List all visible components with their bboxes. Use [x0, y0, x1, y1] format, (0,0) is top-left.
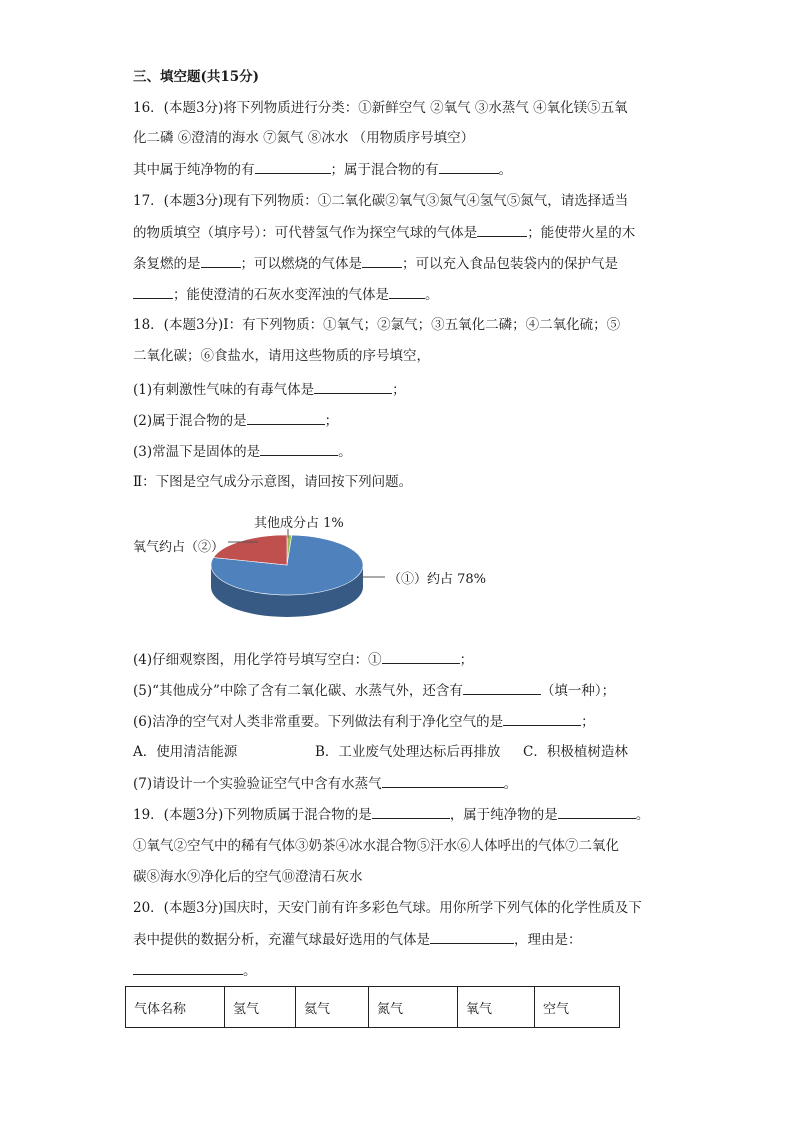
q16-text-c: 。: [498, 162, 512, 178]
answer-blank[interactable]: [439, 159, 499, 174]
q17-line3: [133, 253, 618, 274]
q18-part2: Ⅱ：下图是空气成分示意图，请回按下列问题。: [133, 474, 413, 490]
q18-sub7-end: 。: [503, 776, 518, 792]
q18-sub5: [133, 680, 615, 701]
q20-line2: [133, 929, 582, 950]
q16-line2: 化二磷 ⑥澄清的海水 ⑦氮气 ⑧冰水 （用物质序号填空）: [133, 130, 475, 146]
q17-text-e: ；可以充入食品包装袋内的保护气是: [402, 256, 618, 272]
q19-line1: [133, 804, 649, 825]
q18-period: 。: [338, 444, 352, 460]
q19-text-c: 。: [635, 807, 650, 823]
q18-sub2-text: (2)属于混合物的是: [133, 413, 247, 429]
q18-sub3: [133, 441, 352, 462]
q17-text-b: ；能使带火星的木: [527, 225, 636, 241]
q20-line3: [133, 960, 257, 981]
q18-sub7-text: (7)请设计一个实验验证空气中含有水蒸气: [133, 776, 382, 792]
answer-blank[interactable]: [477, 222, 527, 237]
table-header-cell: 空气: [535, 987, 620, 1028]
q20-text-a: 表中提供的数据分析，充灌气球最好选用的气体是: [133, 932, 430, 948]
answer-blank[interactable]: [430, 929, 514, 944]
answer-blank[interactable]: [260, 441, 338, 456]
q18-sub6-text: (6)洁净的空气对人类非常重要。下列做法有利于净化空气的是: [133, 714, 504, 730]
q19-text-a: 19．(本题3分)下列物质属于混合物的是: [133, 807, 372, 823]
table-header-cell: 氦气: [296, 987, 369, 1028]
q18-sub6: [133, 711, 595, 732]
q18-sub3-text: (3)常温下是固体的是: [133, 444, 261, 460]
q17-line1: 17．(本题3分)现有下列物质：①二氧化碳②氧气③氮气④氢气⑤氮气，请选择适当: [133, 193, 629, 209]
table-row: [126, 987, 620, 1028]
q17-text-g: 。: [425, 287, 439, 303]
q18-sub1-text: (1)有刺激性气味的有毒气体是: [133, 382, 315, 398]
q18-semicolon: ；: [459, 652, 474, 668]
q18-sub5-hint: （填一种）；: [540, 683, 616, 699]
answer-blank[interactable]: [382, 773, 504, 788]
answer-blank[interactable]: [389, 284, 425, 299]
q18-sub2: [133, 410, 338, 431]
q19-text-b: ，属于纯净物的是: [449, 807, 558, 823]
q17-line2: [133, 222, 635, 243]
answer-blank[interactable]: [247, 410, 325, 425]
q19-line2: ①氧气②空气中的稀有气体③奶茶④冰水混合物⑤汗水⑥人体呼出的气体⑦二氧化: [133, 838, 619, 854]
section-title: 三、填空题(共15分): [133, 69, 260, 85]
q16-text-b: ；属于混合物的有: [330, 162, 439, 178]
q20-text-b: ，理由是：: [514, 932, 582, 948]
q18-sub1: [133, 379, 406, 400]
answer-blank[interactable]: [201, 253, 241, 268]
answer-blank[interactable]: [463, 680, 541, 695]
q17-text-d: ；可以燃烧的气体是: [240, 256, 362, 272]
slice-label-nitrogen: （①）约占 78%: [388, 572, 487, 587]
q17-line4: [133, 284, 439, 305]
option-c: C．积极植树造林: [523, 744, 628, 760]
q20-line1: 20．(本题3分)国庆时，天安门前有许多彩色气球。用你所学下列气体的化学性质及下: [133, 900, 642, 916]
answer-blank[interactable]: [382, 649, 460, 664]
table-header-cell: 氧气: [458, 987, 535, 1028]
q16-line3: [133, 159, 512, 180]
table-header-cell: 氢气: [225, 987, 296, 1028]
answer-blank[interactable]: [372, 804, 450, 819]
slice-label-oxygen: 氧气约占（②）: [133, 540, 225, 555]
q18-sub4-text: (4)仔细观察图，用化学符号填写空白：①: [133, 652, 382, 668]
q18-sub4: [133, 649, 473, 670]
q18-semicolon: ；: [324, 413, 339, 429]
answer-blank[interactable]: [558, 804, 636, 819]
q19-line3: 碳⑧海水⑨净化后的空气⑩澄清石灰水: [133, 869, 363, 885]
slice-label-other: 其他成分占 1%: [254, 516, 344, 531]
q18-options: [133, 742, 628, 762]
q20-end: 。: [243, 963, 257, 979]
q16-text-a: 其中属于纯净物的有: [133, 162, 255, 178]
q17-text-f: ；能使澄清的石灰水变浑浊的气体是: [173, 287, 389, 303]
q18-line2: 二氧化碳；⑥食盐水，请用这些物质的序号填空，: [133, 348, 430, 364]
q16-line1: 16．(本题3分)将下列物质进行分类：①新鲜空气 ②氧气 ③水蒸气 ④氧化镁⑤五氧: [133, 100, 628, 116]
q18-line1: 18．(本题3分)Ⅰ：有下列物质：①氧气；②氯气；③五氧化二磷；④二氧化硫；⑤: [133, 317, 621, 333]
answer-blank[interactable]: [362, 253, 402, 268]
answer-blank[interactable]: [255, 159, 331, 174]
table-header-cell: 氮气: [369, 987, 458, 1028]
q18-sub5-text: (5)“其他成分”中除了含有二氧化碳、水蒸气外，还含有: [133, 683, 463, 699]
q18-sub7: [133, 773, 517, 794]
option-a: A．使用清洁能源: [133, 744, 238, 760]
option-b: B．工业废气处理达标后再排放: [315, 744, 501, 760]
answer-blank[interactable]: [133, 960, 243, 975]
q18-semicolon: ；: [392, 382, 406, 398]
q18-semicolon: ；: [581, 714, 595, 730]
answer-blank[interactable]: [133, 284, 173, 299]
q17-text-a: 的物质填空（填序号）：可代替氢气作为探空气球的气体是: [133, 225, 478, 241]
air-composition-chart: [0, 500, 794, 640]
q17-text-c: 条复燃的是: [133, 256, 201, 272]
answer-blank[interactable]: [314, 379, 392, 394]
table-header-cell: 气体名称: [126, 987, 225, 1028]
answer-blank[interactable]: [503, 711, 581, 726]
gas-data-table: [125, 986, 620, 1028]
